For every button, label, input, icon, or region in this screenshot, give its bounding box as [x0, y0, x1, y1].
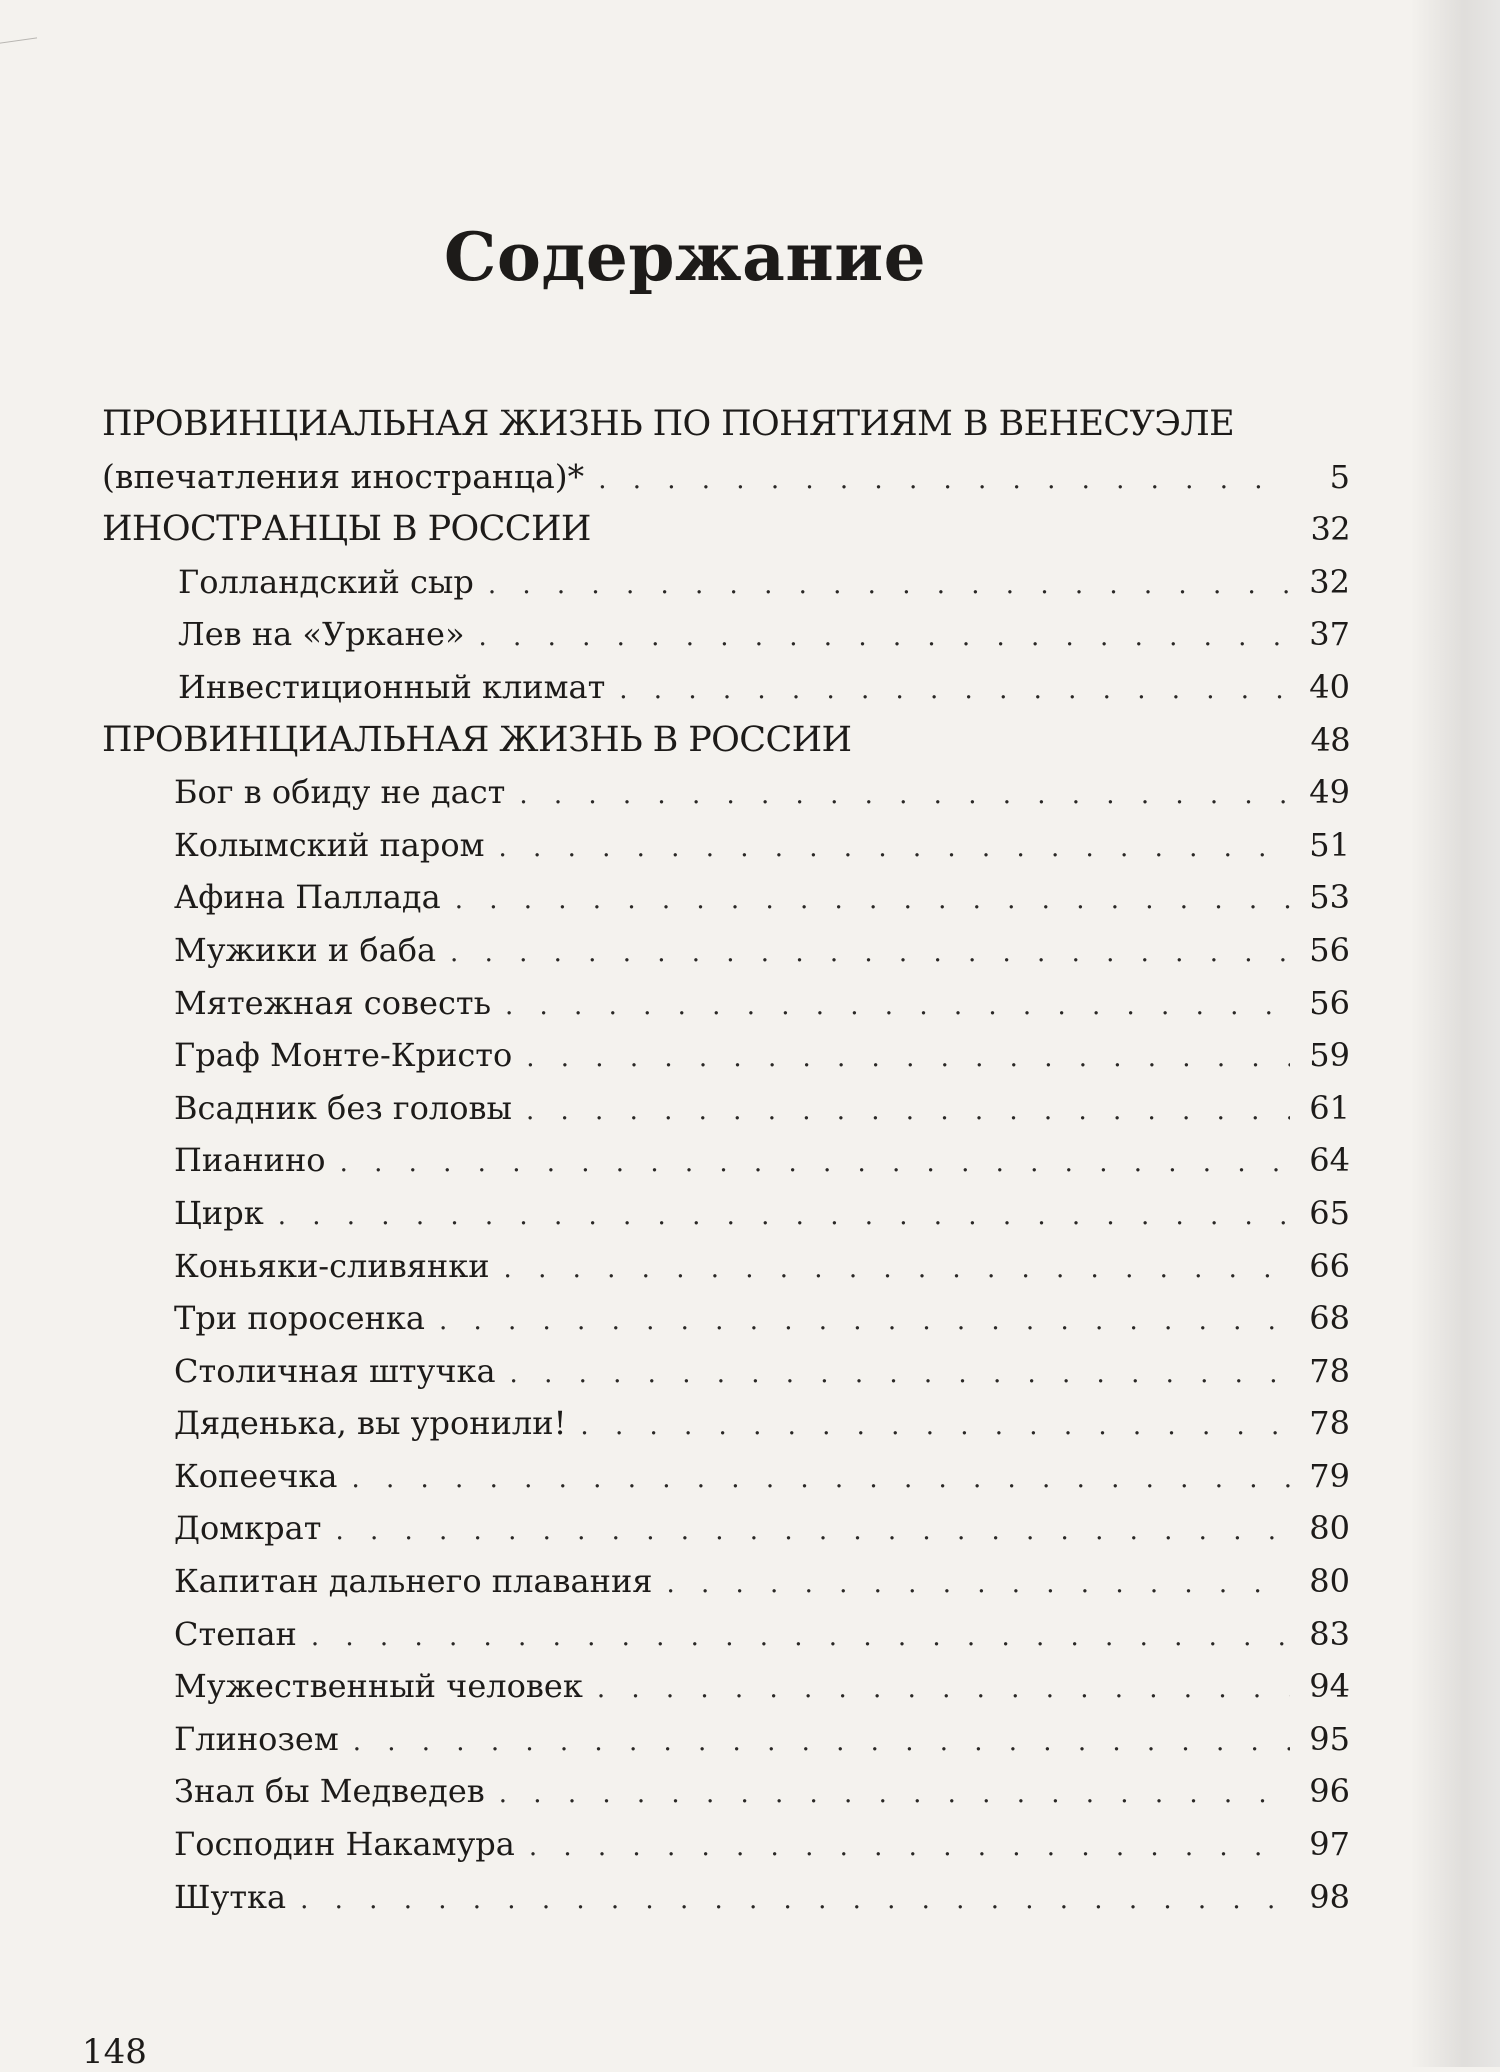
toc-leader-dots — [499, 822, 1290, 872]
toc-entry — [102, 1818, 1350, 1871]
toc-leader-dots — [666, 1558, 1290, 1608]
toc-entry-label: Знал бы Медведев — [174, 1772, 485, 1811]
toc-entry-label: Пианино — [174, 1141, 326, 1180]
toc-leader-dots — [479, 611, 1290, 661]
toc-entry — [102, 1450, 1350, 1503]
toc-entry-label: Три поросенка — [174, 1299, 425, 1338]
toc-entry-page: 83 — [1309, 1614, 1350, 1653]
toc-entry-label: ИНОСТРАНЦЫ В РОССИИ — [102, 509, 591, 550]
toc-section-venezuela-subtitle — [102, 451, 1350, 504]
toc-entry — [102, 1187, 1350, 1240]
toc-entry-page: 96 — [1309, 1772, 1350, 1811]
toc-entry-label: Шутка — [174, 1877, 287, 1916]
toc-entry-label: Дяденька, вы уронили! — [174, 1404, 567, 1443]
toc-entry-page: 64 — [1309, 1141, 1350, 1180]
toc-entry — [102, 1608, 1350, 1661]
toc-entry — [102, 1082, 1350, 1135]
toc-entry-label: Граф Монте-Кристо — [174, 1036, 513, 1075]
toc-entry — [102, 1029, 1350, 1082]
toc-entry-label: Копеечка — [174, 1456, 338, 1495]
toc-entry — [102, 1240, 1350, 1293]
toc-entry-label: Инвестиционный климат — [178, 667, 606, 706]
toc-entry-page: 78 — [1309, 1404, 1350, 1443]
toc-entry-page: 94 — [1309, 1667, 1350, 1706]
toc-entry-page: 56 — [1309, 930, 1350, 969]
toc-entry-page: 61 — [1309, 1088, 1350, 1127]
toc-entry — [102, 1555, 1350, 1608]
toc-leader-dots — [340, 1137, 1290, 1187]
toc-entry — [102, 608, 1350, 661]
toc-entry-page: 56 — [1309, 983, 1350, 1022]
toc-entry-page: 37 — [1309, 615, 1350, 654]
toc-entry-label: Бог в обиду не даст — [174, 773, 506, 812]
toc-leader-dots — [580, 1400, 1290, 1450]
toc-leader-dots — [619, 664, 1290, 714]
toc-entry-page: 32 — [1309, 562, 1350, 601]
toc-section-venezuela — [102, 398, 1350, 451]
toc-entry-page: 51 — [1309, 825, 1350, 864]
toc-entry-label: Всадник без головы — [174, 1088, 512, 1127]
toc-leader-dots — [351, 1453, 1290, 1503]
toc-entry — [102, 556, 1350, 609]
toc-leader-dots — [300, 1874, 1290, 1924]
toc-entry-page: 78 — [1309, 1351, 1350, 1390]
toc-entry-label: Цирк — [174, 1193, 264, 1232]
toc-entry — [102, 1134, 1350, 1187]
page-title: Содержание — [443, 218, 927, 296]
toc-entry-label: Мятежная совесть — [174, 983, 491, 1022]
toc-leader-dots — [598, 454, 1290, 504]
toc-entry-label: Колымский паром — [174, 825, 485, 864]
toc-entry-page: 5 — [1329, 457, 1350, 496]
toc-entry-page: 65 — [1309, 1193, 1350, 1232]
toc-section-foreigners — [102, 503, 1350, 556]
toc-leader-dots — [488, 559, 1290, 609]
toc-entry — [102, 1660, 1350, 1713]
toc-leader-dots — [499, 1768, 1290, 1818]
page-number: 148 — [82, 2032, 147, 2072]
toc-entry-label: Коньяки-сливянки — [174, 1246, 490, 1285]
toc-entry-label: Домкрат — [174, 1509, 322, 1548]
toc-entry-page: 49 — [1309, 773, 1350, 812]
toc-entry-page: 53 — [1309, 878, 1350, 917]
toc-leader-dots — [504, 1243, 1290, 1293]
toc-entry-page: 97 — [1309, 1825, 1350, 1864]
toc-entry-label: (впечатления иностранца)* — [102, 456, 585, 496]
toc-entry — [102, 924, 1350, 977]
toc-entry — [102, 1345, 1350, 1398]
toc-entry-page: 79 — [1309, 1456, 1350, 1495]
toc-entry-page: 59 — [1309, 1036, 1350, 1075]
toc-entry-label: Мужественный человек — [174, 1667, 583, 1706]
toc-entry-label: ПРОВИНЦИАЛЬНАЯ ЖИЗНЬ В РОССИИ — [102, 719, 852, 760]
toc-entry-page: 98 — [1309, 1877, 1350, 1916]
toc-entry-page: 68 — [1309, 1299, 1350, 1338]
toc-entry-label: ПРОВИНЦИАЛЬНАЯ ЖИЗНЬ ПО ПОНЯТИЯМ В ВЕНЕСУЭЛЕ — [102, 404, 1235, 444]
toc-leader-dots — [510, 1348, 1290, 1398]
toc-entry — [102, 1713, 1350, 1766]
toc-section-province-russia — [102, 714, 1350, 767]
toc-leader-dots — [529, 1821, 1290, 1871]
toc-leader-dots — [597, 1663, 1290, 1713]
toc-entry-label: Столичная штучка — [174, 1351, 496, 1390]
toc-leader-dots — [439, 1295, 1290, 1345]
toc-entry-label: Глинозем — [174, 1719, 339, 1758]
toc-entry-label: Степан — [174, 1614, 297, 1653]
toc-leader-dots — [311, 1611, 1290, 1661]
toc-entry-page: 48 — [1310, 720, 1350, 759]
toc-entry — [102, 871, 1350, 924]
toc-leader-dots — [278, 1190, 1290, 1240]
toc-entry — [102, 1871, 1350, 1924]
toc-leader-dots — [335, 1505, 1290, 1555]
toc-entry — [102, 1502, 1350, 1555]
toc-leader-dots — [505, 980, 1290, 1030]
toc-entry — [102, 766, 1350, 819]
toc-entry — [102, 819, 1350, 872]
toc-entry-label: Лев на «Уркане» — [178, 615, 465, 654]
toc-leader-dots — [455, 874, 1290, 924]
toc-entry-page: 80 — [1309, 1509, 1350, 1548]
toc-entry — [102, 977, 1350, 1030]
toc-entry — [102, 661, 1350, 714]
toc-entry-label: Голландский сыр — [178, 562, 474, 601]
toc-leader-dots — [526, 1085, 1290, 1135]
toc-entry — [102, 1765, 1350, 1818]
toc-entry-page: 32 — [1310, 510, 1350, 549]
toc-entry-label: Господин Накамура — [174, 1825, 515, 1864]
toc-entry-page: 66 — [1309, 1246, 1350, 1285]
toc-entry-page: 95 — [1309, 1719, 1350, 1758]
toc-entry-page: 40 — [1309, 667, 1350, 706]
toc-entry-label: Капитан дальнего плавания — [174, 1562, 653, 1601]
toc-entry — [102, 1397, 1350, 1450]
table-of-contents — [102, 398, 1350, 1923]
toc-leader-dots — [353, 1716, 1290, 1766]
toc-leader-dots — [519, 769, 1290, 819]
toc-entry — [102, 1292, 1350, 1345]
toc-entry-label: Афина Паллада — [174, 878, 441, 917]
toc-entry-label: Мужики и баба — [174, 930, 437, 969]
toc-leader-dots — [450, 927, 1290, 977]
toc-entry-page: 80 — [1309, 1562, 1350, 1601]
toc-leader-dots — [526, 1032, 1290, 1082]
